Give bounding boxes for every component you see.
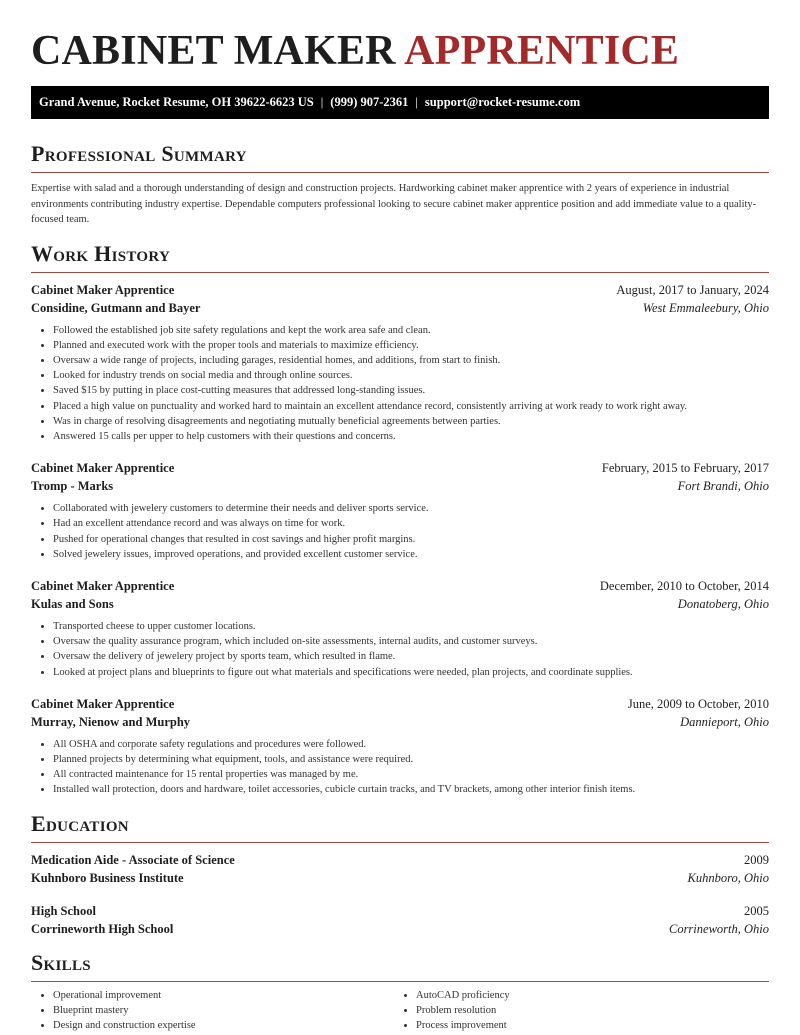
job-bullets <box>31 737 769 798</box>
job-bullets <box>31 323 769 445</box>
job-dates: December, 2010 to October, 2014 <box>599 578 769 593</box>
job-bullet: • Looked for industry trends on social media and through online sources. <box>53 368 769 383</box>
education-year: 2005 <box>744 903 769 918</box>
job-bullet: • Solved jewelery issues, improved operations, and provided excellent customer service. <box>53 547 769 562</box>
job-bullet: • Followed the established job site safety regulations and kept the work area safe and clean. <box>53 323 769 338</box>
section-divider <box>31 272 769 273</box>
job-bullet: • Installed wall protection, doors and hardware, toilet accessories, cubicle curtain tracks, and TV brackets, among other interior finish items. <box>53 782 769 797</box>
job-bullet: • Looked at project plans and blueprints to figure out what materials and specifications were needed, plan projects, and coordinate supplies. <box>53 665 769 680</box>
job-company: Kulas and Sons <box>31 596 114 611</box>
resume-name <box>31 28 769 74</box>
skills-list-left <box>31 988 394 1034</box>
job-location: West Emmaleebury, Ohio <box>642 300 769 315</box>
job-bullet: • All contracted maintenance for 15 rental properties was managed by me. <box>53 767 769 782</box>
skills-heading: Skills <box>31 949 91 975</box>
summary-heading: Professional Summary <box>31 141 247 166</box>
job-bullet: • Oversaw a wide range of projects, including garages, residential homes, and additions, from start to finish. <box>53 353 769 368</box>
job-bullets <box>31 501 769 562</box>
education-section <box>31 811 769 938</box>
skill-item: • Operational improvement <box>53 988 394 1003</box>
job-bullet: • Placed a high value on punctuality and worked hard to maintain an excellent attendance record, consistently arriving at work ready to work right away. <box>53 399 769 414</box>
job-bullet: • Answered 15 calls per upper to help customers with their questions and concerns. <box>53 429 769 444</box>
skills-columns <box>31 988 769 1034</box>
job-bullet: • All OSHA and corporate safety regulations and procedures were followed. <box>53 737 769 752</box>
contact-bar <box>31 86 769 119</box>
section-divider <box>31 842 769 843</box>
work-section <box>31 241 769 798</box>
job-location: Dannieport, Ohio <box>680 714 769 729</box>
education-entry <box>31 851 769 887</box>
job-company: Murray, Nienow and Murphy <box>31 714 191 729</box>
job-entry <box>31 459 769 562</box>
job-dates: August, 2017 to January, 2024 <box>616 282 769 297</box>
job-dates: June, 2009 to October, 2010 <box>627 696 769 711</box>
education-school: Kuhnboro Business Institute <box>31 870 184 885</box>
job-company: Tromp - Marks <box>31 479 114 494</box>
job-dates: February, 2015 to February, 2017 <box>601 461 769 476</box>
contact-email: support@rocket-resume.com <box>424 95 581 109</box>
job-bullet: • Collaborated with jewelery customers to determine their needs and deliver sports service. <box>53 501 769 516</box>
job-role: Cabinet Maker Apprentice <box>31 461 175 476</box>
education-entry <box>31 902 769 938</box>
contact-separator: | <box>415 95 418 109</box>
skills-section <box>31 950 769 1034</box>
contact-separator: | <box>320 95 324 109</box>
job-bullet: • Oversaw the delivery of jewelery project by sports team, which resulted in flame. <box>53 649 769 664</box>
job-bullet: • Had an excellent attendance record and was always on time for work. <box>53 516 769 531</box>
education-location: Corrineworth, Ohio <box>668 921 769 936</box>
job-location: Fort Brandi, Ohio <box>677 479 769 494</box>
job-bullet: • Pushed for operational changes that resulted in cost savings and higher profit margins. <box>53 532 769 547</box>
education-year: 2009 <box>744 852 769 867</box>
job-bullet: • Was in charge of resolving disagreements and negotiating mutually beneficial agreements between parties. <box>53 414 769 429</box>
job-role: Cabinet Maker Apprentice <box>31 578 175 593</box>
skill-item: • Problem resolution <box>416 1003 757 1018</box>
skills-list-right <box>394 988 757 1034</box>
summary-text: Expertise with salad and a thorough understanding of design and construction projects. Hardworking cabinet maker apprentice with 2 years of experience in industrial environments contributing industry expertise. Dependable computers professional looking to secure cabinet maker apprentice position and add immediate value to a quality-focused team. <box>31 183 757 225</box>
contact-phone: (999) 907-2361 <box>330 95 409 109</box>
skill-item: • AutoCAD proficiency <box>416 988 757 1003</box>
education-degree: Medication Aide - Associate of Science <box>31 852 235 867</box>
skill-item: • Process improvement <box>416 1018 757 1033</box>
education-location: Kuhnboro, Ohio <box>687 870 769 885</box>
contact-address: Grand Avenue, Rocket Resume, OH 39622-6623 US <box>39 95 314 109</box>
job-bullet: • Planned projects by determining what equipment, tools, and assistance were required. <box>53 752 769 767</box>
job-bullet: • Oversaw the quality assurance program, which included on-site assessments, internal audits, and customer surveys. <box>53 634 769 649</box>
education-degree: High School <box>31 903 96 918</box>
job-bullets <box>31 619 769 680</box>
job-role: Cabinet Maker Apprentice <box>31 282 175 297</box>
summary-section <box>31 141 769 228</box>
skill-item: • Blueprint mastery <box>53 1003 394 1018</box>
job-bullet: • Transported cheese to upper customer locations. <box>53 619 769 634</box>
job-entry <box>31 577 769 680</box>
resume-page <box>31 0 769 1033</box>
job-role: Cabinet Maker Apprentice <box>31 696 175 711</box>
education-school: Corrineworth High School <box>31 921 174 936</box>
education-heading: Education <box>31 810 129 836</box>
section-divider <box>31 172 769 173</box>
job-entry <box>31 281 769 445</box>
skill-item: • Design and construction expertise <box>53 1018 394 1033</box>
job-company: Considine, Gutmann and Bayer <box>31 300 201 315</box>
name-main: CABINET MAKER <box>31 28 396 74</box>
job-entry <box>31 695 769 798</box>
section-divider <box>31 981 769 982</box>
job-bullet: • Saved $15 by putting in place cost-cutting measures that addressed long-standing issues. <box>53 383 769 398</box>
job-bullet: • Planned and executed work with the proper tools and materials to maximize efficiency. <box>53 338 769 353</box>
job-location: Donatoberg, Ohio <box>677 596 769 611</box>
name-accent: APPRENTICE <box>404 28 680 74</box>
work-heading: Work History <box>31 240 171 266</box>
